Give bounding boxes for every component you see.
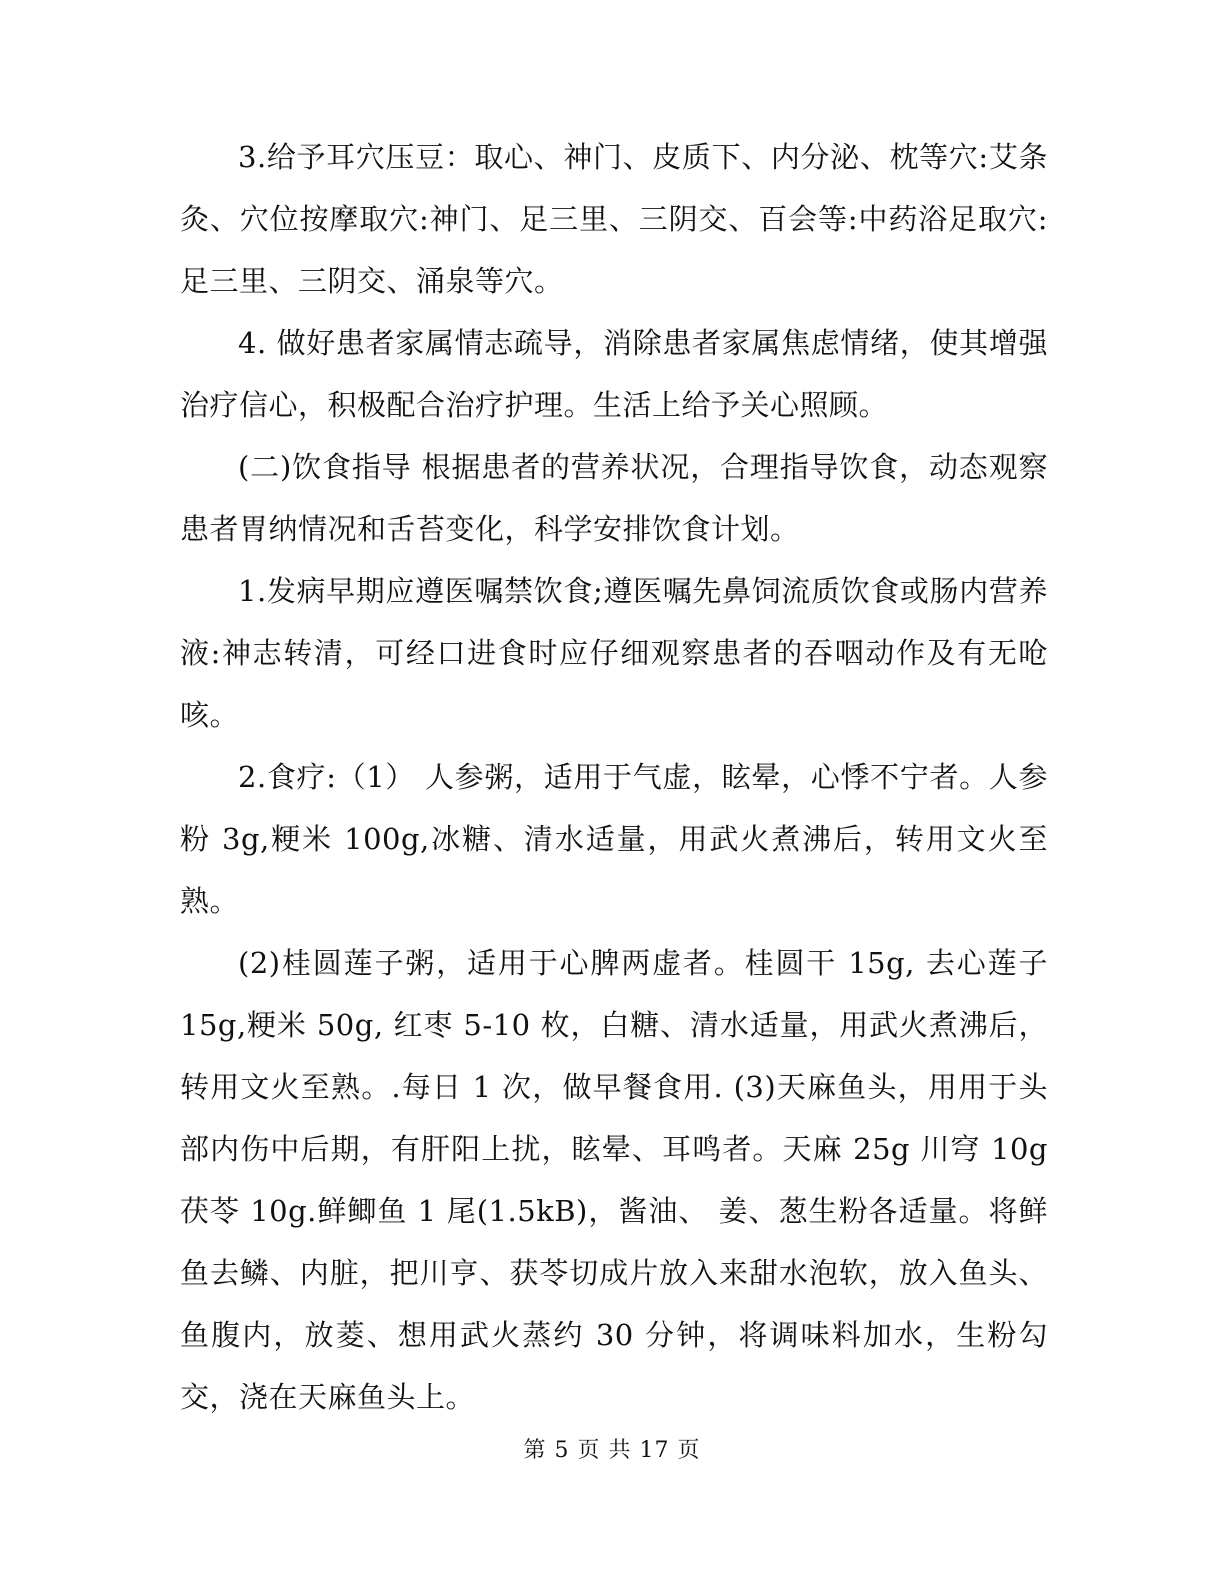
paragraph-ear-acupoint: 3.给予耳穴压豆：取心、神门、皮质下、内分泌、枕等穴:艾条灸、穴位按摩取穴:神门、足三里、三阴交、百会等:中药浴足取穴:足三里、三阴交、涌泉等穴。 xyxy=(180,140,1048,298)
paragraph-longan-gastrodia: (2)桂圆莲子粥，适用于心脾两虚者。桂圆干 15g, 去心莲子 15g,粳米 50g, 红枣 5-10 枚，白糖、清水适量，用武火煮沸后，转用文火至熟。.每日 1 次，做早餐食用. (3)天麻鱼头，用用于头部内伤中后期，有肝阳上扰，眩晕、耳鸣者。天麻 25g 川穹 10g 茯苓 10g.鲜鲫鱼 1 尾(1.5kB)，酱油、 姜、葱生粉各适量。将鲜鱼去鳞、内脏，把川亨、获苓切成片放入来甜水泡软，放入鱼头、鱼腹内，放菱、想用武火蒸约 30 分钟，将调味料加水，生粉勾交，浇在天麻鱼头上。 xyxy=(180,946,1048,1414)
document-body xyxy=(180,126,1048,1428)
paragraph-early-fasting: 1.发病早期应遵医嘱禁饮食;遵医嘱先鼻饲流质饮食或肠内营养液:神志转清，可经口进食时应仔细观察患者的吞咽动作及有无呛咳。 xyxy=(180,574,1048,732)
page-number-footer: 第 5 页 共 17 页 xyxy=(523,1438,701,1463)
paragraph-diet-guidance: (二)饮食指导 根据患者的营养状况，合理指导饮食，动态观察患者胃纳情况和舌苔变化，科学安排饮食计划。 xyxy=(180,450,1048,546)
paragraph-diet-therapy-ginseng: 2.食疗:（1） 人参粥，适用于气虚，眩晕，心悸不宁者。人参粉 3g,粳米 100g,冰糖、清水适量，用武火煮沸后，转用文火至熟。 xyxy=(180,760,1048,918)
paragraph-family-counseling: 4. 做好患者家属情志疏导，消除患者家属焦虑情绪，使其增强治疗信心，积极配合治疗护理。生活上给予关心照顾。 xyxy=(180,326,1048,422)
